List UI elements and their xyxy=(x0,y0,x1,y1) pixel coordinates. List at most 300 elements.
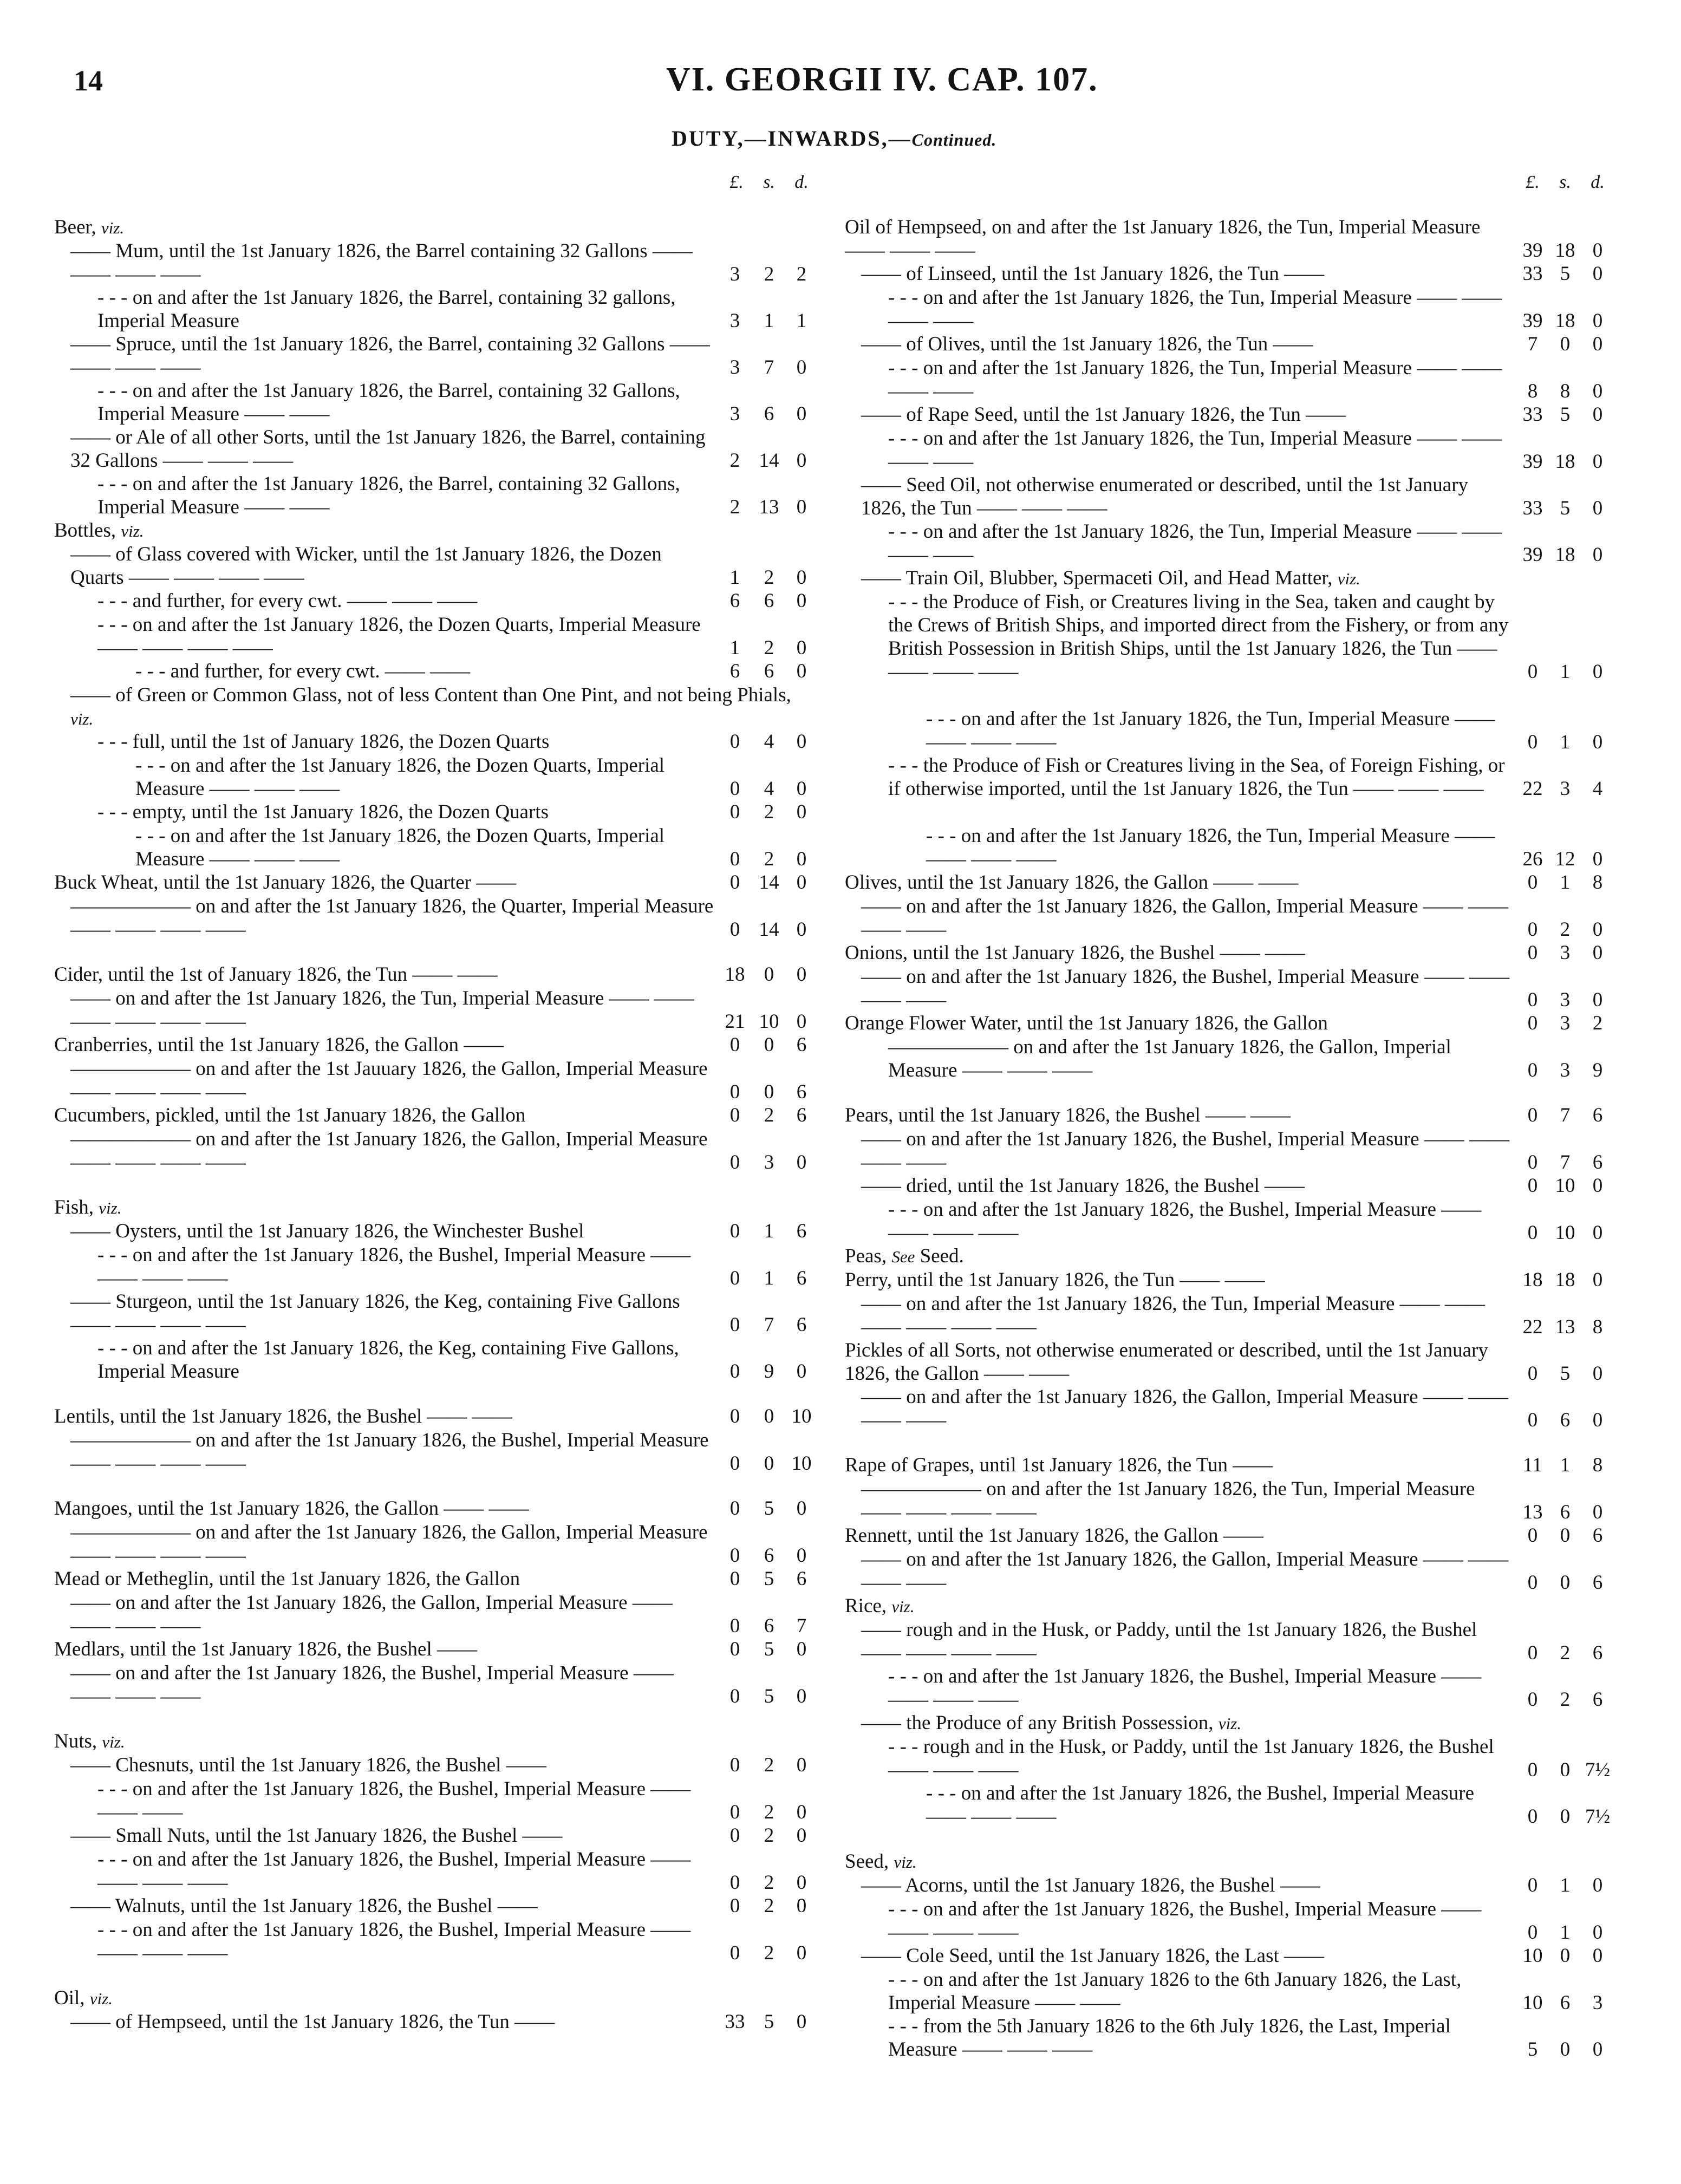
entry-text xyxy=(54,1591,717,1638)
duty-entry xyxy=(54,1730,818,1753)
pence-value: 8 xyxy=(1592,1454,1603,1476)
entry-text xyxy=(54,286,717,333)
pence-header: d. xyxy=(794,172,809,192)
duty-entry xyxy=(54,519,818,543)
duty-entry xyxy=(54,1894,818,1918)
entry-text xyxy=(845,262,1516,285)
pence-value: 2 xyxy=(796,263,807,285)
entry-amount xyxy=(1516,1805,1614,1828)
entry-description: - - - the Produce of Fish or Creatures living in the Sea, of Foreign Fishing, or if otherwise imported, until the 1st January 1826, the Tun —— —— —— xyxy=(888,754,1505,800)
shillings-value: 1 xyxy=(1560,871,1571,894)
shillings-value: 5 xyxy=(1560,1362,1571,1385)
pounds-value: 8 xyxy=(1527,380,1538,402)
entry-description: Pears, until the 1st January 1826, the Bushel —— —— xyxy=(845,1104,1291,1126)
entry-text xyxy=(845,1198,1516,1244)
pounds-value: 2 xyxy=(729,449,740,472)
entry-amount xyxy=(717,263,818,286)
entry-amount xyxy=(717,918,818,941)
duty-entry xyxy=(54,1497,818,1520)
entry-text xyxy=(845,754,1516,800)
duty-entry xyxy=(54,239,818,286)
pounds-value: 0 xyxy=(729,1405,740,1427)
entry-description: —— or Ale of all other Sorts, until the 1st January 1826, the Barrel, containing 32 Gallons —— —— —— xyxy=(70,426,706,472)
pence-value: 0 xyxy=(796,1824,807,1847)
pounds-value: 0 xyxy=(1527,1524,1538,1547)
pence-value: 1 xyxy=(796,310,807,332)
shillings-value: 5 xyxy=(764,1497,774,1520)
entry-amount xyxy=(717,1894,818,1918)
entry-amount xyxy=(717,1313,818,1337)
shillings-value: 7 xyxy=(764,356,774,379)
entry-description: - - - on and after the 1st January 1826, the Keg, containing Five Gallons, Imperial Measure xyxy=(97,1337,679,1383)
duty-entry xyxy=(845,216,1614,262)
entry-text xyxy=(845,1339,1516,1385)
entry-text xyxy=(54,1777,717,1824)
pounds-value: 0 xyxy=(729,1824,740,1847)
entry-description: —— on and after the 1st January 1826, the Gallon, Imperial Measure —— —— —— —— xyxy=(861,1386,1509,1431)
duty-entry xyxy=(54,1753,818,1777)
pounds-value: 39 xyxy=(1522,239,1543,262)
pounds-value: 0 xyxy=(729,1895,740,1917)
entry-description: —————— on and after the 1st January 1826, the Gallon, Imperial Measure —— —— —— —— xyxy=(70,1128,708,1174)
shillings-value: 10 xyxy=(1555,1222,1575,1244)
entry-amount xyxy=(1516,1315,1614,1339)
pence-value: 0 xyxy=(1592,1362,1603,1385)
entry-text xyxy=(54,1127,717,1174)
entry-description: - - - empty, until the 1st January 1826, the Dozen Quarts xyxy=(97,801,549,823)
entry-text xyxy=(54,1848,717,1894)
duty-entry xyxy=(845,2015,1614,2061)
page-number: 14 xyxy=(74,64,103,97)
entry-description: - - - on and after the 1st January 1826, the Bushel, Imperial Measure —— —— —— —— xyxy=(97,1919,691,1964)
duty-entry xyxy=(54,1591,818,1638)
pence-value: 6 xyxy=(1592,1104,1603,1126)
entry-text xyxy=(845,1524,1516,1547)
entry-description: —— of Linseed, until the 1st January 1826, the Tun —— xyxy=(861,263,1325,285)
pounds-value: 0 xyxy=(729,1615,740,1637)
entry-description: Nuts, xyxy=(54,1730,102,1752)
shillings-value: 2 xyxy=(764,566,774,589)
entry-amount xyxy=(717,566,818,589)
pounds-value: 0 xyxy=(729,1452,740,1475)
pence-value: 9 xyxy=(1592,1059,1603,1081)
entry-description: —— of Glass covered with Wicker, until the 1st January 1826, the Dozen Quarts —— —— —— —— xyxy=(70,543,662,589)
entry-amount xyxy=(717,777,818,800)
shillings-value: 13 xyxy=(1555,1316,1575,1338)
pounds-value: 1 xyxy=(729,566,740,589)
entry-amount xyxy=(717,1941,818,1965)
shillings-value: 12 xyxy=(1555,848,1575,870)
pence-value: 8 xyxy=(1592,1316,1603,1338)
duty-entry xyxy=(845,1735,1614,1782)
entry-amount xyxy=(1516,1151,1614,1174)
pence-value: 7½ xyxy=(1585,1759,1611,1781)
entry-amount xyxy=(1516,1991,1614,2015)
pounds-value: 0 xyxy=(729,1151,740,1174)
pounds-value: 0 xyxy=(1527,1012,1538,1034)
shillings-value: 7 xyxy=(1560,1104,1571,1126)
entry-description: —— of Hempseed, until the 1st January 1826, the Tun —— xyxy=(70,2011,555,2033)
shillings-value: 0 xyxy=(764,1452,774,1475)
duty-entry xyxy=(54,1290,818,1337)
entry-italic: viz. xyxy=(70,709,94,728)
pence-value: 0 xyxy=(1592,310,1603,332)
pounds-value: 0 xyxy=(729,1034,740,1056)
pence-value: 10 xyxy=(791,1452,812,1475)
duty-entry xyxy=(54,800,818,824)
duty-entry xyxy=(845,1268,1614,1292)
pence-value: 6 xyxy=(1592,1688,1603,1711)
entry-text xyxy=(54,239,717,286)
entry-amount xyxy=(1516,1524,1614,1547)
entry-description: Rape of Grapes, until 1st January 1826, the Tun —— xyxy=(845,1454,1273,1476)
pounds-value: 22 xyxy=(1522,778,1543,800)
pence-value: 10 xyxy=(791,1405,812,1427)
entry-amount xyxy=(717,496,818,519)
pounds-value: 0 xyxy=(1527,1805,1538,1828)
entry-description: —— on and after the 1st January 1826, the Bushel, Imperial Measure —— —— —— —— xyxy=(861,966,1510,1011)
entry-description: —— Mum, until the 1st January 1826, the Barrel containing 32 Gallons —— —— —— —— xyxy=(70,240,693,285)
entry-italic: viz. xyxy=(894,1853,917,1872)
entry-amount xyxy=(717,2010,818,2033)
pounds-value: 0 xyxy=(729,1568,740,1590)
pence-value: 2 xyxy=(1592,1012,1603,1034)
entry-amount xyxy=(717,1824,818,1847)
entry-description: Oil of Hempseed, on and after the 1st January 1826, the Tun, Imperial Measure —— —— —— xyxy=(845,216,1481,262)
entry-italic: viz. xyxy=(1218,1714,1241,1733)
pounds-value: 3 xyxy=(729,310,740,332)
entry-text xyxy=(54,2010,717,2033)
shillings-value: 2 xyxy=(764,1801,774,1823)
entry-description: —— of Olives, until the 1st January 1826, the Tun —— xyxy=(861,333,1313,355)
entry-amount xyxy=(1516,380,1614,403)
entry-description: Rice, xyxy=(845,1595,892,1617)
pounds-value: 3 xyxy=(729,356,740,379)
entry-text xyxy=(54,1894,717,1918)
entry-description: - - - and further, for every cwt. —— —— —— xyxy=(97,590,478,612)
shillings-value: 18 xyxy=(1555,310,1575,332)
entry-description: —————— on and after the 1st January 1826, the Gallon, Imperial Measure —— —— —— —— xyxy=(70,1521,708,1567)
duty-entry xyxy=(845,871,1614,894)
shillings-value: 4 xyxy=(764,731,774,753)
entry-text xyxy=(845,1174,1516,1197)
pence-value: 0 xyxy=(1592,497,1603,519)
duty-entry xyxy=(54,754,818,800)
duty-entry xyxy=(54,543,818,589)
entry-amount xyxy=(1516,333,1614,356)
duty-entry xyxy=(54,683,818,731)
pounds-value: 0 xyxy=(1527,1175,1538,1197)
entry-description: - - - on and after the 1st January 1826, the Tun, Imperial Measure —— —— —— —— xyxy=(888,357,1502,402)
entry-text xyxy=(845,1850,1614,1874)
entry-description: - - - on and after the 1st January 1826 to the 6th January 1826, the Last, Imperial Measure —— —— xyxy=(888,1968,1462,2014)
entry-description: Perry, until the 1st January 1826, the Tun —— —— xyxy=(845,1269,1265,1291)
duty-entry xyxy=(845,1174,1614,1197)
duty-entry xyxy=(845,1782,1614,1828)
duty-entry xyxy=(845,590,1614,683)
pence-value: 0 xyxy=(796,871,807,894)
pence-value: 0 xyxy=(796,778,807,800)
entry-description: Mead or Metheglin, until the 1st January 1826, the Gallon xyxy=(54,1568,520,1590)
shillings-value: 2 xyxy=(764,1104,774,1126)
entry-amount xyxy=(1516,1409,1614,1432)
entry-amount xyxy=(717,1452,818,1475)
entry-amount xyxy=(1516,1758,1614,1782)
duty-entry xyxy=(845,1339,1614,1385)
entry-description: —— Oysters, until the 1st January 1826, the Winchester Bushel xyxy=(70,1220,584,1242)
pence-value: 0 xyxy=(796,1754,807,1776)
duty-entry xyxy=(845,1127,1614,1174)
entry-description: —— of Green or Common Glass, not of less Content than One Pint, and not being Phials, xyxy=(70,684,791,706)
pence-value: 7½ xyxy=(1585,1805,1611,1828)
entry-amount xyxy=(1516,1874,1614,1897)
pence-value: 7 xyxy=(796,1615,807,1637)
duty-entry xyxy=(54,613,818,660)
entry-description: —— the Produce of any British Possession, xyxy=(861,1712,1219,1734)
entry-description: - - - on and after the 1st January 1826, the Barrel, containing 32 Gallons, Imperial Measure —— —— xyxy=(97,380,680,425)
entry-text xyxy=(54,1243,717,1290)
entry-text xyxy=(845,1127,1516,1174)
pounds-header: £. xyxy=(1526,172,1540,192)
pence-value: 6 xyxy=(796,1220,807,1242)
pounds-value: 1 xyxy=(729,637,740,659)
pence-value: 0 xyxy=(796,1872,807,1894)
pounds-value: 0 xyxy=(1527,731,1538,753)
pounds-value: 0 xyxy=(729,871,740,894)
entry-text xyxy=(845,1618,1516,1665)
entry-text xyxy=(845,216,1516,262)
shillings-value: 3 xyxy=(1560,1012,1571,1034)
entry-description: Cranberries, until the 1st January 1826, the Gallon —— xyxy=(54,1034,504,1056)
pence-value: 6 xyxy=(1592,1642,1603,1664)
shillings-value: 2 xyxy=(1560,1642,1571,1664)
entry-text xyxy=(845,356,1516,403)
pounds-value: 5 xyxy=(1527,2038,1538,2061)
pence-value: 0 xyxy=(796,1895,807,1917)
pence-value: 0 xyxy=(796,1942,807,1964)
duty-entry xyxy=(54,1986,818,2010)
duty-entry xyxy=(845,1477,1614,1524)
entry-text xyxy=(54,1730,818,1753)
pence-value: 0 xyxy=(1592,731,1603,753)
entry-text xyxy=(845,1735,1516,1782)
pence-value: 0 xyxy=(796,801,807,823)
duty-entry xyxy=(845,1665,1614,1711)
pounds-value: 0 xyxy=(729,1872,740,1894)
pounds-value: 0 xyxy=(729,1638,740,1660)
shillings-value: 6 xyxy=(764,1615,774,1637)
section-heading-text: DUTY,—INWARDS,— xyxy=(672,126,912,151)
shillings-header: s. xyxy=(1559,172,1571,192)
duty-entry xyxy=(845,1198,1614,1244)
entry-amount xyxy=(1516,1174,1614,1197)
entry-description: - - - on and after the 1st January 1826, the Bushel, Imperial Measure —— —— —— —— xyxy=(888,1665,1482,1711)
pounds-value: 0 xyxy=(729,918,740,941)
pounds-value: 18 xyxy=(725,963,745,986)
entry-text xyxy=(845,1292,1516,1339)
entry-amount xyxy=(717,1033,818,1057)
entry-description: Peas, xyxy=(845,1245,892,1267)
pence-value: 0 xyxy=(1592,1175,1603,1197)
entry-text xyxy=(54,895,717,941)
section-heading-suffix: Continued. xyxy=(911,130,997,149)
entry-amount xyxy=(717,1220,818,1243)
pounds-value: 22 xyxy=(1522,1316,1543,1338)
entry-amount xyxy=(1516,1944,1614,1967)
entry-text xyxy=(845,1665,1516,1711)
entry-amount xyxy=(717,963,818,986)
shillings-value: 3 xyxy=(1560,778,1571,800)
entry-text xyxy=(845,473,1516,520)
pounds-value: 0 xyxy=(1527,1222,1538,1244)
duty-entry xyxy=(54,660,818,683)
duty-entry xyxy=(845,1594,1614,1618)
entry-description: —————— on and after the 1st January 1826, the Bushel, Imperial Measure —— —— —— —— xyxy=(70,1429,709,1475)
pounds-header: £. xyxy=(729,172,744,192)
shillings-value: 0 xyxy=(1560,1572,1571,1594)
entry-description: - - - and further, for every cwt. —— —— xyxy=(135,660,471,682)
entry-description: —— Spruce, until the 1st January 1826, the Barrel, containing 32 Gallons —— —— —— —— xyxy=(70,333,710,379)
pounds-value: 0 xyxy=(729,778,740,800)
entry-amount xyxy=(1516,1453,1614,1477)
shillings-value: 5 xyxy=(764,1638,774,1660)
shillings-value: 5 xyxy=(764,1685,774,1707)
pounds-value: 0 xyxy=(729,1104,740,1126)
pence-value: 6 xyxy=(1592,1151,1603,1174)
shillings-value: 18 xyxy=(1555,544,1575,566)
entry-description: —— Chesnuts, until the 1st January 1826, the Bushel —— xyxy=(70,1754,546,1776)
entry-text xyxy=(54,660,717,683)
entry-amount xyxy=(717,1871,818,1894)
pence-value: 4 xyxy=(1592,778,1603,800)
pounds-value: 0 xyxy=(729,1801,740,1823)
entry-amount xyxy=(1516,403,1614,426)
entry-text xyxy=(845,1244,1614,1268)
entry-description: - - - the Produce of Fish, or Creatures living in the Sea, taken and caught by the Crews of British Ships, and imported direct from the Fishery, or from any British Possession in British Ships, until the 1st January 1826, the Tun —— —— —— —— xyxy=(888,591,1509,683)
entry-amount xyxy=(1516,1921,1614,1944)
entry-amount xyxy=(717,1104,818,1127)
shillings-value: 1 xyxy=(764,310,774,332)
entry-text xyxy=(845,1012,1516,1035)
entry-description: —— on and after the 1st January 1826, the Tun, Imperial Measure —— —— —— —— —— —— xyxy=(70,987,694,1033)
entry-text xyxy=(54,754,717,800)
pence-value: 0 xyxy=(796,1638,807,1660)
pounds-value: 10 xyxy=(1522,1992,1543,2014)
shillings-value: 2 xyxy=(764,848,774,870)
pence-value: 0 xyxy=(1592,380,1603,402)
pounds-value: 0 xyxy=(729,1267,740,1289)
pence-value: 0 xyxy=(796,1801,807,1823)
entry-description: —————— on and after the 1st January 1826, the Gallon, Imperial Measure —— —— —— xyxy=(888,1036,1451,1081)
pence-value: 0 xyxy=(796,566,807,589)
entry-description: Orange Flower Water, until the 1st January 1826, the Gallon xyxy=(845,1012,1328,1034)
entry-description: —— Train Oil, Blubber, Spermaceti Oil, and Head Matter, xyxy=(861,567,1338,589)
entry-amount xyxy=(1516,543,1614,566)
pounds-value: 0 xyxy=(729,1942,740,1964)
entry-amount xyxy=(1516,1268,1614,1292)
duty-entry xyxy=(54,2010,818,2033)
shillings-value: 5 xyxy=(1560,263,1571,285)
pence-value: 0 xyxy=(1592,918,1603,941)
entry-amount xyxy=(717,449,818,472)
shillings-value: 7 xyxy=(1560,1151,1571,1174)
shillings-value: 0 xyxy=(764,963,774,986)
shillings-header: s. xyxy=(763,172,775,192)
shillings-value: 8 xyxy=(1560,380,1571,402)
duty-entry xyxy=(54,987,818,1033)
entry-description: —— rough and in the Husk, or Paddy, until the 1st January 1826, the Bushel —— —— —— —— xyxy=(861,1619,1477,1664)
shillings-value: 0 xyxy=(1560,1945,1571,1967)
entry-text xyxy=(845,1594,1614,1618)
duty-entry xyxy=(845,333,1614,356)
pounds-value: 0 xyxy=(1527,871,1538,894)
pounds-value: 0 xyxy=(1527,1688,1538,1711)
entry-amount xyxy=(717,1544,818,1567)
entry-text xyxy=(54,1918,717,1965)
pence-value: 0 xyxy=(1592,544,1603,566)
entry-amount xyxy=(1516,1104,1614,1127)
shillings-value: 0 xyxy=(1560,2038,1571,2061)
entry-text xyxy=(54,613,717,660)
entry-text xyxy=(845,871,1516,894)
pounds-value: 39 xyxy=(1522,451,1543,473)
entry-text xyxy=(845,427,1516,473)
pounds-value: 33 xyxy=(1522,403,1543,426)
duty-entry xyxy=(845,1850,1614,1874)
entry-text xyxy=(54,1521,717,1567)
duty-entry xyxy=(54,963,818,986)
entry-text xyxy=(54,1196,818,1220)
duty-entry xyxy=(845,1944,1614,1967)
entry-text xyxy=(54,589,717,612)
entry-description: - - - on and after the 1st January 1826, the Bushel, Imperial Measure —— —— —— xyxy=(97,1778,691,1823)
duty-entry xyxy=(54,1429,818,1475)
pounds-value: 0 xyxy=(729,1081,740,1103)
entry-italic: viz. xyxy=(1337,569,1360,588)
shillings-value: 2 xyxy=(764,1824,774,1847)
pounds-value: 0 xyxy=(1527,1874,1538,1896)
entry-description: - - - full, until the 1st of January 1826, the Dozen Quarts xyxy=(97,731,550,753)
entry-text xyxy=(54,472,717,519)
shillings-value: 14 xyxy=(759,871,779,894)
shillings-value: 0 xyxy=(1560,1524,1571,1547)
pence-value: 0 xyxy=(796,637,807,659)
duty-entry xyxy=(845,566,1614,590)
amount-column-headers xyxy=(1516,172,1614,193)
entry-text xyxy=(845,1898,1516,1944)
pence-value: 6 xyxy=(1592,1524,1603,1547)
pence-value: 6 xyxy=(796,1034,807,1056)
entry-amount xyxy=(717,1010,818,1033)
duty-entry xyxy=(845,707,1614,754)
left-column xyxy=(54,172,823,2122)
entry-text xyxy=(845,895,1516,941)
entry-amount xyxy=(1516,262,1614,285)
right-column xyxy=(845,172,1614,2122)
entry-description: Onions, until the 1st January 1826, the Bushel —— —— xyxy=(845,942,1305,964)
amount-column-headers xyxy=(720,172,818,193)
entry-amount xyxy=(717,1267,818,1290)
duty-entry xyxy=(845,1292,1614,1339)
pounds-value: 21 xyxy=(725,1010,745,1033)
shillings-value: 6 xyxy=(764,403,774,425)
entry-amount xyxy=(1516,660,1614,683)
shillings-value: 5 xyxy=(1560,403,1571,426)
entry-amount xyxy=(717,402,818,426)
entry-description: —— Small Nuts, until the 1st January 1826, the Bushel —— xyxy=(70,1824,563,1847)
entry-text xyxy=(54,1661,717,1708)
duty-entry xyxy=(54,871,818,894)
